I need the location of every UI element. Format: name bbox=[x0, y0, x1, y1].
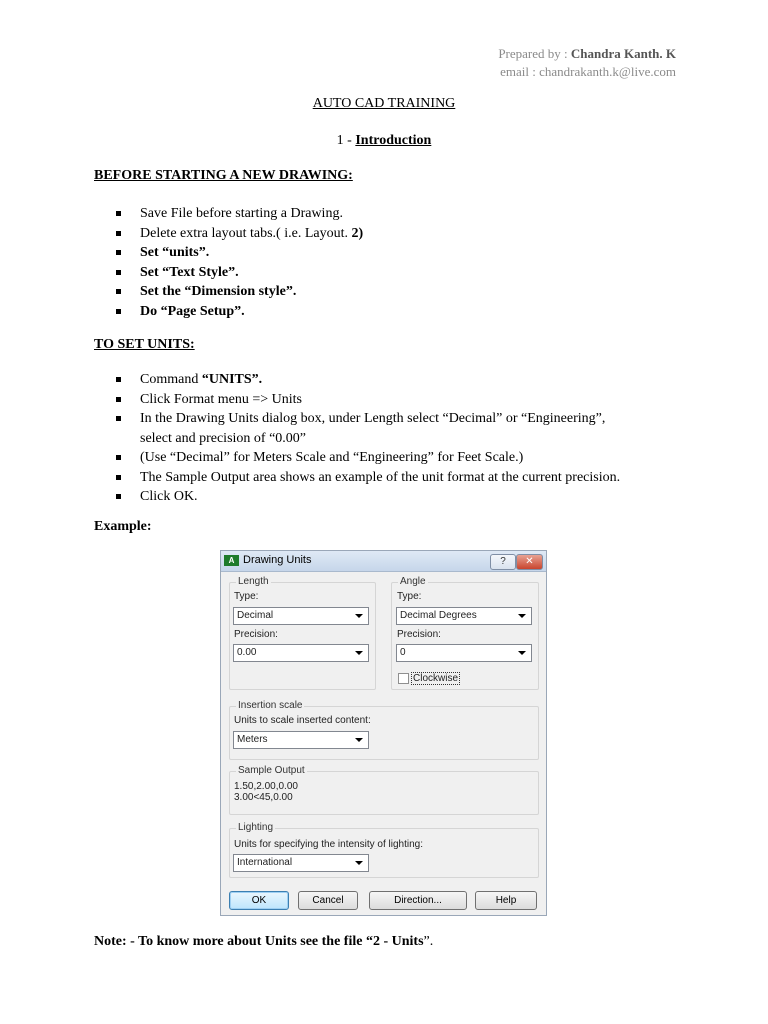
autocad-app-icon: A bbox=[224, 555, 239, 566]
item-text: Set “Text Style”. bbox=[140, 264, 239, 280]
length-type-select[interactable] bbox=[233, 607, 369, 625]
clockwise-checkbox[interactable] bbox=[398, 673, 409, 684]
length-type-label: Type: bbox=[234, 591, 259, 602]
help-button[interactable]: Help bbox=[475, 891, 537, 910]
item-text: select and precision of “0.00” bbox=[140, 430, 306, 446]
angle-type-value: Decimal Degrees bbox=[400, 610, 477, 621]
bullet-icon bbox=[116, 231, 121, 236]
drawing-units-dialog bbox=[220, 550, 547, 916]
dialog-title: Drawing Units bbox=[243, 554, 312, 566]
list-item bbox=[116, 243, 363, 263]
ok-button[interactable]: OK bbox=[229, 891, 289, 910]
bullet-icon bbox=[116, 289, 121, 294]
section-number bbox=[0, 133, 768, 149]
bullet-icon bbox=[116, 455, 121, 460]
list-item bbox=[116, 487, 620, 507]
lighting-units-select[interactable] bbox=[233, 854, 369, 872]
bullet-icon bbox=[116, 475, 121, 480]
section1-list bbox=[116, 204, 363, 321]
item-text: Set “units”. bbox=[140, 245, 210, 260]
item-text-bold: “UNITS”. bbox=[201, 372, 263, 387]
list-item bbox=[116, 282, 363, 302]
cancel-button[interactable]: Cancel bbox=[298, 891, 358, 910]
list-item bbox=[116, 224, 363, 244]
chevron-down-icon bbox=[355, 614, 363, 618]
sample-output-line2: 3.00<45,0.00 bbox=[234, 792, 293, 803]
insertion-scale-label: Insertion scale bbox=[238, 700, 303, 711]
section-number-prefix: 1 - bbox=[336, 133, 356, 148]
item-text-bold: 2) bbox=[351, 225, 364, 241]
section-title: Introduction bbox=[355, 133, 432, 148]
list-item bbox=[116, 263, 363, 283]
list-item bbox=[116, 468, 620, 488]
length-group-label: Length bbox=[238, 576, 269, 587]
chevron-down-icon bbox=[518, 651, 526, 655]
length-precision-label: Precision: bbox=[234, 629, 278, 640]
item-text: Do “Page Setup”. bbox=[140, 303, 245, 319]
item-text: Click Format menu => Units bbox=[140, 391, 303, 407]
insertion-units-value: Meters bbox=[237, 734, 268, 745]
section2-heading: TO SET UNITS: bbox=[94, 337, 195, 352]
email-line: email : chandrakanth.k@live.com bbox=[500, 64, 676, 79]
length-precision-value: 0.00 bbox=[237, 647, 257, 658]
direction-button[interactable]: Direction... bbox=[369, 891, 467, 910]
item-text: The Sample Output area shows an example of the unit format at the current precision. bbox=[140, 469, 621, 485]
angle-group-label: Angle bbox=[400, 576, 426, 587]
item-text: (Use “Decimal” for Meters Scale and “Engineering” for Feet Scale.) bbox=[140, 450, 524, 465]
bullet-icon bbox=[116, 377, 121, 382]
angle-precision-value: 0 bbox=[400, 647, 406, 658]
list-item bbox=[116, 370, 620, 390]
sample-output-line1: 1.50,2.00,0.00 bbox=[234, 781, 298, 792]
help-icon[interactable]: ? bbox=[490, 554, 516, 570]
insertion-units-select[interactable] bbox=[233, 731, 369, 749]
item-text: Set the “Dimension style”. bbox=[140, 284, 297, 299]
lighting-group-label: Lighting bbox=[238, 822, 274, 833]
lighting-units-label: Units for specifying the intensity of lighting: bbox=[234, 839, 423, 850]
length-precision-select[interactable] bbox=[233, 644, 369, 662]
author-name: Chandra Kanth. K bbox=[570, 46, 676, 61]
bullet-icon bbox=[116, 397, 121, 402]
chevron-down-icon bbox=[518, 614, 526, 618]
list-item bbox=[116, 448, 620, 468]
prepared-by-prefix: Prepared by : bbox=[498, 46, 571, 61]
list-item bbox=[116, 302, 363, 322]
note-prefix: Note: - To know more about Units see the file bbox=[94, 934, 366, 949]
note-suffix: ”. bbox=[423, 934, 434, 949]
dialog-titlebar bbox=[221, 551, 546, 572]
item-text: Click OK. bbox=[140, 489, 198, 504]
item-text: Command bbox=[140, 372, 202, 387]
chevron-down-icon bbox=[355, 861, 363, 865]
example-label: Example: bbox=[94, 519, 152, 534]
list-item bbox=[116, 204, 363, 224]
section1-heading: BEFORE STARTING A NEW DRAWING: bbox=[94, 168, 353, 183]
close-icon[interactable]: ✕ bbox=[516, 554, 543, 570]
item-text: Delete extra layout tabs.( i.e. Layout. bbox=[140, 225, 352, 241]
bullet-icon bbox=[116, 494, 121, 499]
bullet-icon bbox=[116, 416, 121, 421]
section2-list bbox=[116, 370, 620, 507]
bullet-icon bbox=[116, 309, 121, 314]
item-text: Save File before starting a Drawing. bbox=[140, 206, 343, 221]
sample-output-label: Sample Output bbox=[238, 765, 305, 776]
angle-precision-select[interactable] bbox=[396, 644, 532, 662]
angle-type-select[interactable] bbox=[396, 607, 532, 625]
note-file-name: “2 - Units bbox=[365, 934, 424, 949]
bullet-icon bbox=[116, 270, 121, 275]
document-title: AUTO CAD TRAINING bbox=[312, 96, 456, 111]
insertion-units-label: Units to scale inserted content: bbox=[234, 715, 371, 726]
clockwise-label[interactable]: Clockwise bbox=[413, 673, 459, 684]
angle-type-label: Type: bbox=[397, 591, 422, 602]
chevron-down-icon bbox=[355, 738, 363, 742]
prepared-by-line bbox=[498, 46, 676, 62]
bullet-icon bbox=[116, 250, 121, 255]
note-line bbox=[94, 934, 433, 950]
bullet-icon bbox=[116, 211, 121, 216]
chevron-down-icon bbox=[355, 651, 363, 655]
lighting-units-value: International bbox=[237, 857, 293, 868]
item-text: In the Drawing Units dialog box, under Length select “Decimal” or “Engineering”, bbox=[140, 411, 606, 426]
length-type-value: Decimal bbox=[237, 610, 274, 621]
list-item bbox=[116, 390, 620, 410]
angle-precision-label: Precision: bbox=[397, 629, 441, 640]
list-item bbox=[116, 409, 620, 448]
